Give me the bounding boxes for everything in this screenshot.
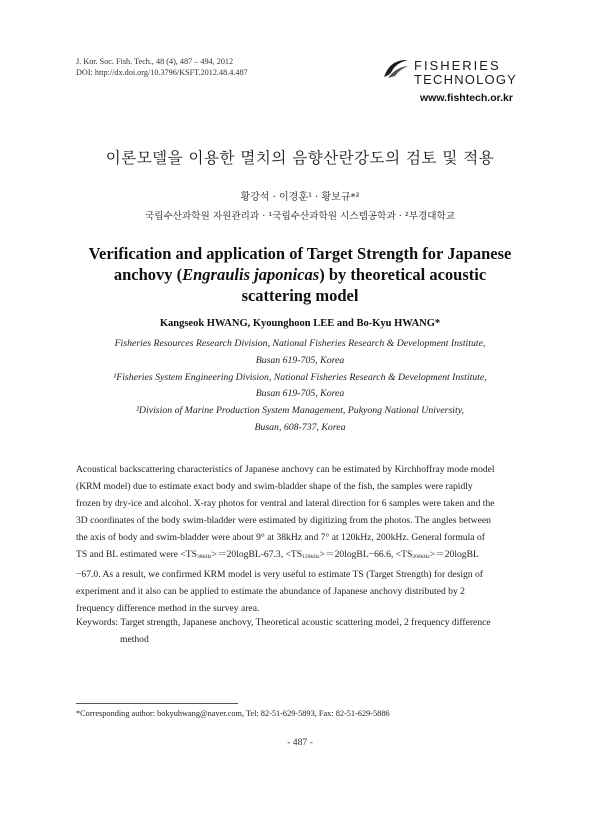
affiliation-line: ²Division of Marine Production System Management, Pukyong National University,: [136, 405, 464, 417]
english-title-line2-pre: anchovy (: [113, 265, 183, 284]
logo-word-fisheries: FISHERIES: [414, 58, 501, 73]
abstract-line: frequency difference method in the survey area.: [76, 603, 260, 614]
english-title-line2: [0, 264, 600, 285]
english-title-line1: Verification and application of Target Strength for Japanese: [88, 244, 512, 263]
korean-title: 이론모델을 이용한 멸치의 음향산란강도의 검토 및 적용: [105, 149, 495, 167]
journal-logo: [382, 57, 532, 109]
abstract-line: frozen by dry-ice and alcohol. X-ray photos for ventral and lateral direction for 6 samples were taken and the: [76, 498, 495, 509]
abstract-line: experiment and it also can be applied to estimate the abundance of Japanese anchovy distributed by 2: [76, 586, 465, 597]
abstract-line: the axis of body and swim-bladder were about 9° at 38kHz and 7° at 120kHz, 200kHz. General formula of: [76, 532, 485, 543]
logo-word-technology: TECHNOLOGY: [414, 72, 518, 87]
formula-sub-200khz: 200kHz: [412, 554, 430, 560]
fish-logo-icon: [382, 57, 410, 81]
formula-sub-38khz: 38kHz: [196, 554, 212, 560]
footnote-rule: [76, 703, 238, 704]
formula-sub-120khz: 120kHz: [302, 554, 320, 560]
korean-authors: 황강석 · 이경훈¹ · 황보규*²: [240, 192, 360, 203]
english-affiliations: [0, 336, 600, 437]
journal-url[interactable]: www.fishtech.or.kr: [420, 92, 513, 104]
formula-lead: TS and BL estimated were <TS: [76, 549, 197, 560]
abstract-line: Acoustical backscattering characteristics of Japanese anchovy can be estimated by Kirchhoffray mode model: [76, 464, 495, 475]
citation-doi: DOI: http://dx.doi.org/10.3796/KSFT.2012.48.4.487: [76, 68, 248, 77]
affiliation-line: Busan 619-705, Korea: [255, 388, 345, 400]
korean-affiliations: 국립수산과학원 자원관리과 · ¹국립수산과학원 시스템공학과 · ²부경대학교: [144, 211, 456, 222]
keywords-line1: Keywords: Target strength, Japanese anchovy, Theoretical acoustic scattering model, 2 frequency difference: [76, 617, 491, 628]
english-title-line3: scattering model: [241, 286, 359, 305]
english-authors: Kangseok HWANG, Kyounghoon LEE and Bo-Kyu HWANG*: [159, 318, 441, 329]
formula-tail: >＝20logBL: [429, 549, 479, 560]
english-title: [0, 243, 600, 306]
abstract-line: −67.0. As a result, we confirmed KRM model is very useful to estimate TS (Target Strength) for design of: [76, 569, 483, 580]
abstract: [76, 461, 525, 617]
page-number: - 487 -: [287, 737, 313, 748]
abstract-formula-line: [76, 546, 525, 566]
citation: [76, 56, 248, 78]
keywords: [76, 614, 525, 648]
corresponding-author-footnote: *Corresponding author: bokyuhwang@naver.com, Tel: 82-51-629-5893, Fax: 82-51-629-5886: [76, 709, 390, 718]
affiliation-line: Fisheries Resources Research Division, National Fisheries Research & Development Institute,: [114, 338, 486, 349]
affiliation-line: Busan 619-705, Korea: [255, 354, 345, 366]
affiliation-line: Busan, 608-737, Korea: [254, 421, 346, 433]
english-title-line2-post: ) by theoretical acoustic: [319, 265, 487, 284]
abstract-line: (KRM model) due to estimate exact body and swim-bladder shape of the fish, the samples were rapidly: [76, 481, 473, 492]
formula-mid1: >＝20logBL-67.3, <TS: [211, 549, 303, 560]
citation-journal: J. Kor. Soc. Fish. Tech., 48 (4), 487 – 494, 2012: [76, 57, 234, 66]
affiliation-line: ¹Fisheries System Engineering Division, National Fisheries Research & Development Institute,: [113, 371, 487, 383]
formula-mid2: >＝20logBL−66.6, <TS: [319, 549, 413, 560]
keywords-line2: method: [120, 634, 149, 645]
abstract-line: 3D coordinates of the body swim-bladder were estimated by digitizing from the photos. The angles between: [76, 515, 491, 526]
species-name: Engraulis japonicas: [182, 265, 320, 284]
